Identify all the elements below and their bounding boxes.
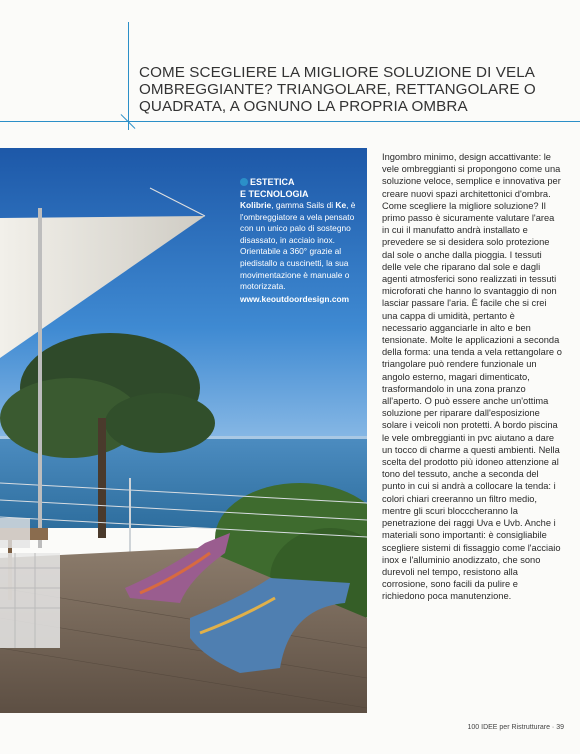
caption-brand: Kolibrie <box>240 200 272 210</box>
decorative-vertical-rule <box>128 22 129 130</box>
article-body: Ingombro minimo, design accattivante: le vele ombreggianti si propongono come una soluzione veloce, semplice e innovativa per creare nuovi spazi architettonici d'ombra. Come scegliere la migliore soluzione? Il primo passo è sicuramente valutare l'area in cui il manufatto andrà installato e prevedere se si desidera solo protezione dal sole o anche dalla pioggia. I tessuti delle vele che riparano dal sole e dagli agenti atmosferici sono realizzati in tessuti microforati che hanno lo svantaggio di non lasciar passare l'aria. È facile che si crei una cappa di umidità, pertanto è necessario agganciarle in alto e ben tensionate. Molte le applicazioni a seconda della forma: una tenda a vela rettangolare o triangolare può rendere funzionale un angolo esterno, magari dimenticato, trasformandolo in una zona pranzo all'aperto. O può essere anche un'ottima soluzione per riparare dall'esposizione solare i veicoli non protetti. A bordo piscina le vele ombreggianti in pvc aiutano a dare un tocco di charme a questi ambienti. Nella scelta del prodotto più idoneo attenzione al tono del tessuto, anche a seconda del punto in cui si andrà a collocare la tenda: i colori chiari creeranno un filtro medio, mentre gli scuri blocccheranno la penetrazione dei raggi Uva e Uvb. Anche i materiali sono importanti: è consigliabile scegliere sistemi di fissaggio come l'acciaio inox e l'alluminio anodizzato, che sono durevoli nel tempo, resistono alla corrosione, sono facili da pulire e richiedono poca manutenzione. <box>382 152 562 602</box>
caption-text-b: , è l'ombreggiatore a vela pensato con un unico palo di sostegno disassato, in acciaio inox. Orientabile a 360° grazie al piedistallo a cuscinetti, la sua movimentazione è manuale o motorizzata. <box>240 200 356 292</box>
bullet-dot-icon <box>240 178 248 186</box>
decorative-horizontal-rule <box>0 121 580 122</box>
caption-text-a: , gamma Sails di <box>271 200 336 210</box>
caption-title-line2: E TECNOLOGIA <box>240 189 309 199</box>
caption-body <box>240 200 364 293</box>
caption-title <box>240 176 364 200</box>
caption-website-link[interactable]: www.keoutdoordesign.com <box>240 293 350 304</box>
article-headline: COME SCEGLIERE LA MIGLIORE SOLUZIONE DI VELA OMBREGGIANTE? TRIANGOLARE, RETTANGOLARE O QUADRATA, A OGNUNO LA PROPRIA OMBRA <box>139 64 536 115</box>
caption-maker: Ke <box>335 200 347 210</box>
page-footer: 100 IDEE per Ristrutturare · 39 <box>467 724 564 731</box>
caption-title-line1: ESTETICA <box>250 177 295 187</box>
photo-caption <box>240 176 364 305</box>
